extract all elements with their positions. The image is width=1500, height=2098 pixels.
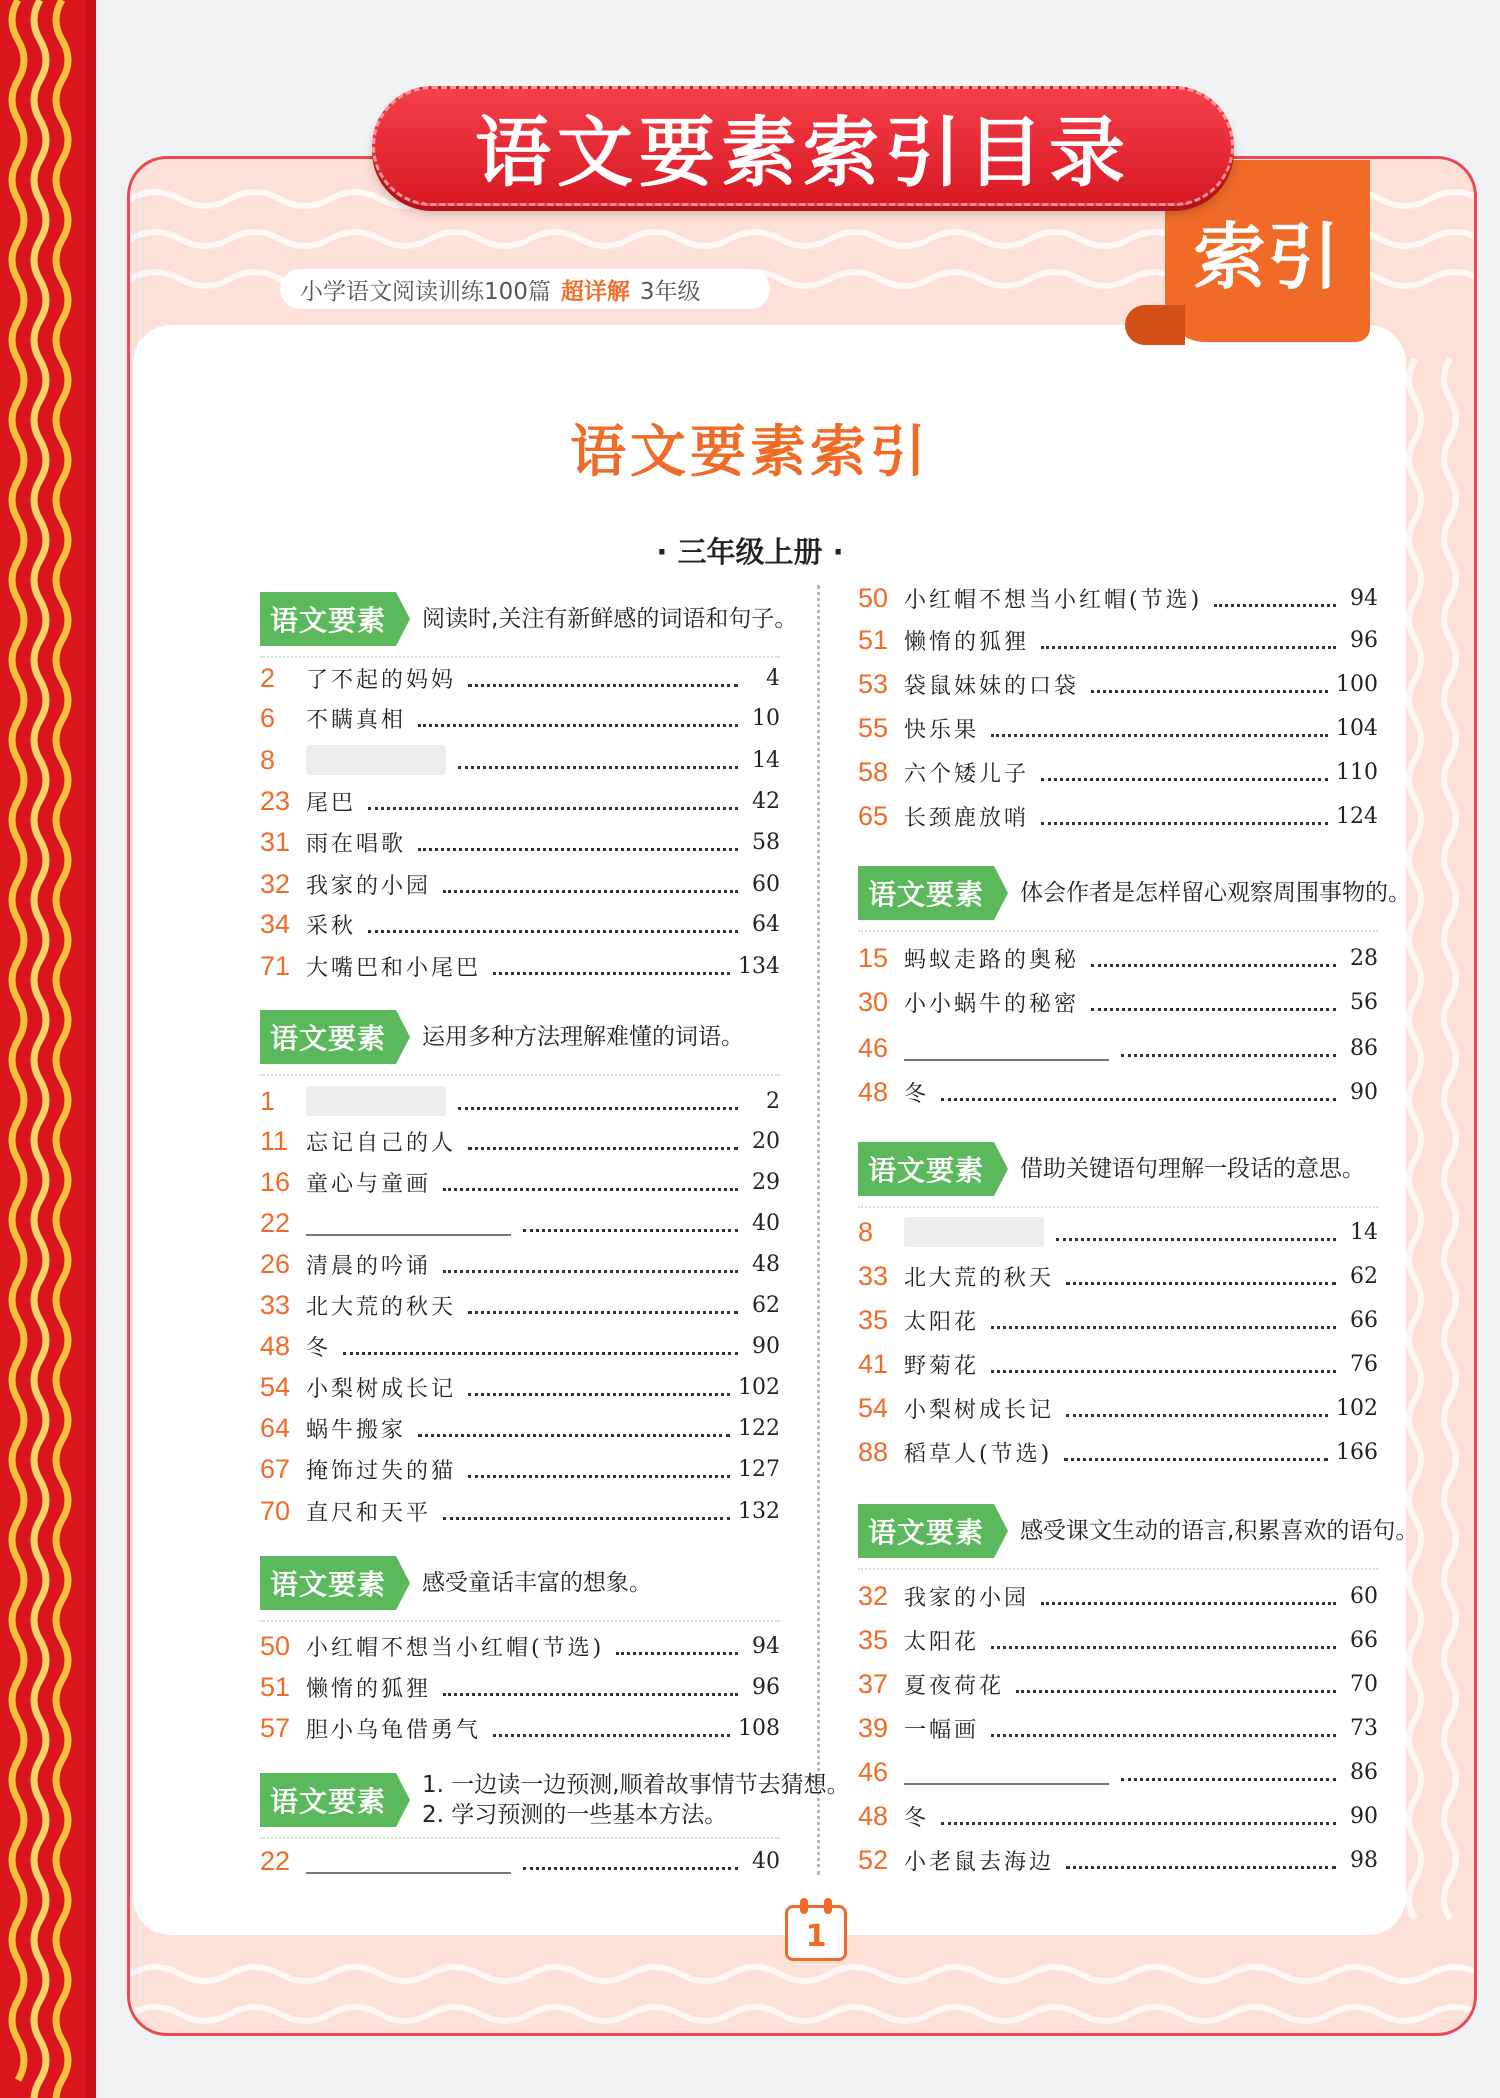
entry-number: 57 — [260, 1712, 291, 1743]
leader-dots — [468, 1132, 738, 1150]
entry-title: 小小蜗牛的秘密 — [904, 991, 1080, 1017]
section-badge — [858, 866, 1411, 920]
entry-page: 132 — [738, 1498, 780, 1524]
book-subtitle — [280, 269, 770, 309]
index-entry — [858, 666, 1378, 702]
entry-title: 蜗牛搬家 — [306, 1417, 407, 1443]
leader-dots — [991, 1355, 1336, 1373]
index-entry — [858, 754, 1378, 790]
index-entry — [260, 1328, 780, 1364]
index-entry — [858, 798, 1378, 834]
entry-page: 108 — [738, 1715, 780, 1741]
leader-dots — [443, 875, 738, 893]
index-entry — [260, 948, 780, 984]
entry-number: 2 — [260, 662, 276, 693]
badge-desc-line: 阅读时,关注有新鲜感的词语和句子。 — [422, 606, 798, 632]
entry-number: 71 — [260, 950, 291, 981]
entry-number: 1 — [260, 1085, 276, 1116]
index-entry — [858, 1346, 1378, 1382]
index-entry — [858, 1214, 1378, 1250]
section-badge-label: 语文要素 — [260, 1556, 396, 1610]
entry-title: 清晨的吟诵 — [306, 1253, 432, 1279]
leader-dots — [1066, 1851, 1336, 1869]
index-entry — [858, 1842, 1378, 1878]
badge-desc-line: 1. 一边读一边预测,顺着故事情节去猜想。 — [422, 1772, 850, 1798]
entry-page: 28 — [1350, 945, 1378, 971]
section-badge-label: 语文要素 — [858, 1504, 994, 1558]
entry-number: 52 — [858, 1844, 889, 1875]
index-entry — [260, 1083, 780, 1119]
entry-number: 22 — [260, 1207, 291, 1238]
entry-number: 48 — [260, 1330, 291, 1361]
entry-title: 掩饰过失的猫 — [306, 1458, 457, 1484]
entry-title: 冬 — [904, 1081, 930, 1107]
index-entry — [260, 824, 780, 860]
entry-page: 10 — [752, 705, 780, 731]
entry-page: 90 — [752, 1333, 780, 1359]
entry-number: 54 — [858, 1392, 889, 1423]
entry-number: 50 — [260, 1630, 291, 1661]
index-entry — [858, 1754, 1378, 1790]
index-entry — [858, 1302, 1378, 1338]
index-entry — [858, 1030, 1378, 1066]
section-badge-desc — [1020, 878, 1411, 908]
entry-title: 小梨树成长记 — [306, 1376, 457, 1402]
index-tab-label: 索引 — [1193, 215, 1342, 299]
entry-title: 雨在唱歌 — [306, 831, 407, 857]
entry-page: 110 — [1336, 759, 1378, 785]
entry-title: 北大荒的秋天 — [306, 1294, 457, 1320]
leader-dots — [1091, 993, 1336, 1011]
leader-dots — [1091, 949, 1336, 967]
index-entry — [260, 1628, 780, 1664]
entry-title: 北大荒的秋天 — [904, 1265, 1055, 1291]
entry-page: 94 — [1350, 585, 1378, 611]
entry-number: 39 — [858, 1712, 889, 1743]
entry-page: 70 — [1350, 1671, 1378, 1697]
section-badge-desc — [422, 604, 797, 634]
entry-number: 30 — [858, 986, 889, 1017]
entry-title: 冬 — [904, 1805, 930, 1831]
leader-dots — [443, 1255, 738, 1273]
badge-underline — [260, 1837, 780, 1839]
entry-page: 62 — [1350, 1263, 1378, 1289]
leader-dots — [1121, 1763, 1336, 1781]
leader-dots — [1064, 1443, 1328, 1461]
entry-page: 96 — [1350, 627, 1378, 653]
header-banner — [372, 86, 1234, 206]
entry-number: 11 — [260, 1125, 289, 1156]
entry-page: 62 — [752, 1292, 780, 1318]
badge-arrow-icon — [994, 866, 1008, 920]
section-badge — [260, 1556, 652, 1610]
entry-page: 100 — [1336, 671, 1378, 697]
leader-dots — [468, 1296, 738, 1314]
leader-dots — [1041, 631, 1336, 649]
leader-dots — [343, 1337, 738, 1355]
index-entry — [260, 1669, 780, 1705]
entry-page: 76 — [1350, 1351, 1378, 1377]
entry-title: 快乐果 — [904, 717, 980, 743]
entry-number: 33 — [858, 1260, 889, 1291]
badge-underline — [858, 930, 1378, 932]
index-entry — [260, 742, 780, 778]
leader-dots — [1121, 1039, 1336, 1057]
leader-dots — [418, 1419, 730, 1437]
entry-page: 42 — [752, 788, 780, 814]
entry-page: 66 — [1350, 1627, 1378, 1653]
index-entry — [260, 1410, 780, 1446]
entry-number: 22 — [260, 1845, 291, 1876]
section-badge-label: 语文要素 — [260, 1773, 396, 1827]
entry-page: 122 — [738, 1415, 780, 1441]
entry-title: 太阳花 — [904, 1309, 980, 1335]
badge-arrow-icon — [396, 1010, 410, 1064]
entry-page: 98 — [1350, 1847, 1378, 1873]
index-entry — [260, 1451, 780, 1487]
entry-page: 90 — [1350, 1803, 1378, 1829]
entry-page: 102 — [1336, 1395, 1378, 1421]
page-number-icon — [785, 1905, 847, 1961]
entry-page: 104 — [1336, 715, 1378, 741]
leader-dots — [443, 1678, 738, 1696]
badge-desc-line: 借助关键语句理解一段话的意思。 — [1020, 1156, 1366, 1182]
entry-number: 54 — [260, 1371, 291, 1402]
index-entry — [858, 1258, 1378, 1294]
tab-fold — [1125, 305, 1185, 345]
leader-dots — [1066, 1267, 1336, 1285]
entry-page: 60 — [1350, 1583, 1378, 1609]
index-entry — [260, 1843, 780, 1879]
entry-title: 胆小乌龟借勇气 — [306, 1717, 482, 1743]
entry-title-blank — [306, 1210, 511, 1236]
entry-number: 48 — [858, 1076, 889, 1107]
index-entry — [858, 1390, 1378, 1426]
index-entry — [858, 580, 1378, 616]
entry-title: 我家的小园 — [306, 873, 432, 899]
entry-title-blank — [306, 1848, 511, 1874]
section-badge-desc — [422, 1770, 850, 1830]
entry-page: 4 — [766, 665, 780, 691]
entry-number: 51 — [260, 1671, 291, 1702]
entry-page: 134 — [738, 953, 780, 979]
entry-number: 70 — [260, 1495, 291, 1526]
index-entry — [260, 783, 780, 819]
badge-underline — [858, 1568, 1378, 1570]
entry-number: 48 — [858, 1800, 889, 1831]
leader-dots — [418, 709, 738, 727]
entry-title: 我家的小园 — [904, 1585, 1030, 1611]
leader-dots — [991, 1631, 1336, 1649]
column-divider — [817, 585, 820, 1875]
entry-page: 124 — [1336, 803, 1378, 829]
section-badge — [260, 1773, 850, 1827]
entry-page: 40 — [752, 1848, 780, 1874]
badge-desc-line: 运用多种方法理解难懂的词语。 — [422, 1024, 745, 1050]
page-number: 1 — [805, 1918, 827, 1954]
entry-number: 50 — [858, 582, 889, 613]
leader-dots — [443, 1502, 730, 1520]
index-entry — [858, 1074, 1378, 1110]
entry-page: 58 — [752, 829, 780, 855]
entry-title-redacted — [904, 1217, 1044, 1247]
leader-dots — [1041, 1587, 1336, 1605]
entry-title: 野菊花 — [904, 1353, 980, 1379]
section-badge-label: 语文要素 — [260, 592, 396, 646]
index-entry — [858, 984, 1378, 1020]
grade-heading: · 三年级上册 · — [656, 535, 844, 569]
badge-arrow-icon — [994, 1142, 1008, 1196]
index-entry — [260, 700, 780, 736]
badge-underline — [260, 656, 780, 658]
entry-title: 童心与童画 — [306, 1171, 432, 1197]
entry-number: 67 — [260, 1453, 291, 1484]
index-entry — [260, 866, 780, 902]
entry-title: 一幅画 — [904, 1717, 980, 1743]
subtitle-grade: 3年级 — [639, 278, 701, 305]
entry-number: 6 — [260, 702, 276, 733]
entry-page: 86 — [1350, 1759, 1378, 1785]
entry-number: 8 — [858, 1216, 874, 1247]
entry-title: 六个矮儿子 — [904, 761, 1030, 787]
entry-title-blank — [904, 1035, 1109, 1061]
badge-desc-line: 感受课文生动的语言,积累喜欢的语句。 — [1020, 1518, 1419, 1544]
section-badge — [858, 1142, 1365, 1196]
book-spine — [0, 0, 96, 2098]
entry-number: 65 — [858, 800, 889, 831]
leader-dots — [941, 1083, 1336, 1101]
entry-title-redacted — [306, 745, 446, 775]
entry-number: 46 — [858, 1756, 889, 1787]
leader-dots — [468, 669, 738, 687]
entry-number: 34 — [260, 908, 291, 939]
entry-number: 26 — [260, 1248, 291, 1279]
badge-underline — [260, 1620, 780, 1622]
index-entry — [260, 660, 780, 696]
leader-dots — [1214, 589, 1336, 607]
leader-dots — [468, 1378, 730, 1396]
entry-number: 8 — [260, 744, 276, 775]
leader-dots — [443, 1173, 738, 1191]
entry-page: 94 — [752, 1633, 780, 1659]
section-badge-label: 语文要素 — [260, 1010, 396, 1064]
section-badge-desc — [422, 1568, 652, 1598]
entry-number: 41 — [858, 1348, 889, 1379]
badge-arrow-icon — [396, 592, 410, 646]
entry-number: 32 — [858, 1580, 889, 1611]
entry-title: 忘记自己的人 — [306, 1130, 457, 1156]
leader-dots — [991, 1311, 1336, 1329]
index-entry — [858, 1710, 1378, 1746]
leader-dots — [1016, 1675, 1336, 1693]
entry-title: 小老鼠去海边 — [904, 1849, 1055, 1875]
index-entry — [260, 906, 780, 942]
entry-page: 64 — [752, 911, 780, 937]
section-badge-label: 语文要素 — [858, 1142, 994, 1196]
entry-title-redacted — [306, 1086, 446, 1116]
section-badge — [858, 1504, 1418, 1558]
entry-number: 51 — [858, 624, 889, 655]
badge-underline — [260, 1074, 780, 1076]
entry-page: 14 — [752, 747, 780, 773]
leader-dots — [941, 1807, 1336, 1825]
entry-number: 35 — [858, 1624, 889, 1655]
entry-page: 66 — [1350, 1307, 1378, 1333]
entry-number: 88 — [858, 1436, 889, 1467]
entry-number: 46 — [858, 1032, 889, 1063]
leader-dots — [1041, 763, 1328, 781]
section-badge — [260, 592, 797, 646]
badge-desc-line: 体会作者是怎样留心观察周围事物的。 — [1020, 880, 1412, 906]
leader-dots — [523, 1852, 738, 1870]
entry-title-blank — [904, 1759, 1109, 1785]
entry-page: 2 — [766, 1088, 780, 1114]
leader-dots — [418, 833, 738, 851]
index-entry — [260, 1710, 780, 1746]
entry-number: 23 — [260, 785, 291, 816]
index-entry — [260, 1287, 780, 1323]
entry-title: 太阳花 — [904, 1629, 980, 1655]
index-entry — [858, 1434, 1378, 1470]
entry-page: 29 — [752, 1169, 780, 1195]
leader-dots — [368, 915, 738, 933]
section-badge-label: 语文要素 — [858, 866, 994, 920]
entry-number: 53 — [858, 668, 889, 699]
entry-page: 102 — [738, 1374, 780, 1400]
entry-title: 稻草人(节选) — [904, 1441, 1053, 1467]
entry-title: 直尺和天平 — [306, 1500, 432, 1526]
index-entry — [260, 1123, 780, 1159]
badge-desc-line: 感受童话丰富的想象。 — [422, 1570, 653, 1596]
leader-dots — [616, 1637, 738, 1655]
entry-title: 小红帽不想当小红帽(节选) — [904, 587, 1203, 613]
index-entry — [858, 1666, 1378, 1702]
entry-title: 了不起的妈妈 — [306, 667, 457, 693]
entry-page: 40 — [752, 1210, 780, 1236]
entry-title: 冬 — [306, 1335, 332, 1361]
entry-number: 37 — [858, 1668, 889, 1699]
entry-number: 58 — [858, 756, 889, 787]
index-entry — [858, 940, 1378, 976]
section-badge-desc — [422, 1022, 744, 1052]
leader-dots — [493, 1719, 730, 1737]
entry-number: 55 — [858, 712, 889, 743]
entry-title: 大嘴巴和小尾巴 — [306, 955, 482, 981]
entry-number: 33 — [260, 1289, 291, 1320]
leader-dots — [991, 1719, 1336, 1737]
entry-page: 60 — [752, 871, 780, 897]
badge-desc-line: 2. 学习预测的一些基本方法。 — [422, 1802, 728, 1828]
section-badge-desc — [1020, 1516, 1418, 1546]
leader-dots — [368, 792, 738, 810]
entry-title: 夏夜荷花 — [904, 1673, 1005, 1699]
entry-title: 不瞒真相 — [306, 707, 407, 733]
index-entry — [260, 1369, 780, 1405]
entry-title: 采秋 — [306, 913, 357, 939]
entry-page: 90 — [1350, 1079, 1378, 1105]
badge-arrow-icon — [396, 1773, 410, 1827]
leader-dots — [493, 957, 730, 975]
banner-title: 语文要素索引目录 — [475, 107, 1131, 197]
entry-page: 20 — [752, 1128, 780, 1154]
leader-dots — [458, 751, 738, 769]
leader-dots — [1091, 675, 1328, 693]
leader-dots — [1041, 807, 1328, 825]
entry-page: 96 — [752, 1674, 780, 1700]
entry-title: 懒惰的狐狸 — [904, 629, 1030, 655]
entry-number: 64 — [260, 1412, 291, 1443]
entry-number: 32 — [260, 868, 291, 899]
entry-title: 小梨树成长记 — [904, 1397, 1055, 1423]
entry-number: 31 — [260, 826, 291, 857]
index-entry — [858, 710, 1378, 746]
entry-number: 16 — [260, 1166, 291, 1197]
index-entry — [260, 1493, 780, 1529]
index-entry — [260, 1246, 780, 1282]
entry-title: 蚂蚁走路的奥秘 — [904, 947, 1080, 973]
entry-number: 15 — [858, 942, 889, 973]
badge-arrow-icon — [994, 1504, 1008, 1558]
entry-title: 尾巴 — [306, 790, 357, 816]
subtitle-highlight: 超详解 — [560, 278, 630, 305]
entry-title: 长颈鹿放哨 — [904, 805, 1030, 831]
entry-number: 35 — [858, 1304, 889, 1335]
entry-title: 袋鼠妹妹的口袋 — [904, 673, 1080, 699]
entry-title: 懒惰的狐狸 — [306, 1676, 432, 1702]
index-entry — [858, 1578, 1378, 1614]
index-entry — [858, 622, 1378, 658]
entry-page: 48 — [752, 1251, 780, 1277]
entry-page: 56 — [1350, 989, 1378, 1015]
section-badge — [260, 1010, 744, 1064]
subtitle-series: 小学语文阅读训练100篇 — [300, 278, 551, 305]
index-entry — [858, 1622, 1378, 1658]
entry-page: 14 — [1350, 1219, 1378, 1245]
index-entry — [260, 1205, 780, 1241]
entry-page: 127 — [738, 1456, 780, 1482]
leader-dots — [458, 1092, 738, 1110]
entry-page: 73 — [1350, 1715, 1378, 1741]
leader-dots — [991, 719, 1328, 737]
badge-arrow-icon — [396, 1556, 410, 1610]
leader-dots — [1056, 1223, 1336, 1241]
index-entry — [858, 1798, 1378, 1834]
badge-underline — [858, 1206, 1378, 1208]
section-badge-desc — [1020, 1154, 1365, 1184]
entry-page: 166 — [1336, 1439, 1378, 1465]
main-title: 语文要素索引 — [570, 420, 930, 485]
entry-page: 86 — [1350, 1035, 1378, 1061]
entry-title: 小红帽不想当小红帽(节选) — [306, 1635, 605, 1661]
leader-dots — [523, 1214, 738, 1232]
leader-dots — [468, 1460, 730, 1478]
leader-dots — [1066, 1399, 1328, 1417]
index-entry — [260, 1164, 780, 1200]
